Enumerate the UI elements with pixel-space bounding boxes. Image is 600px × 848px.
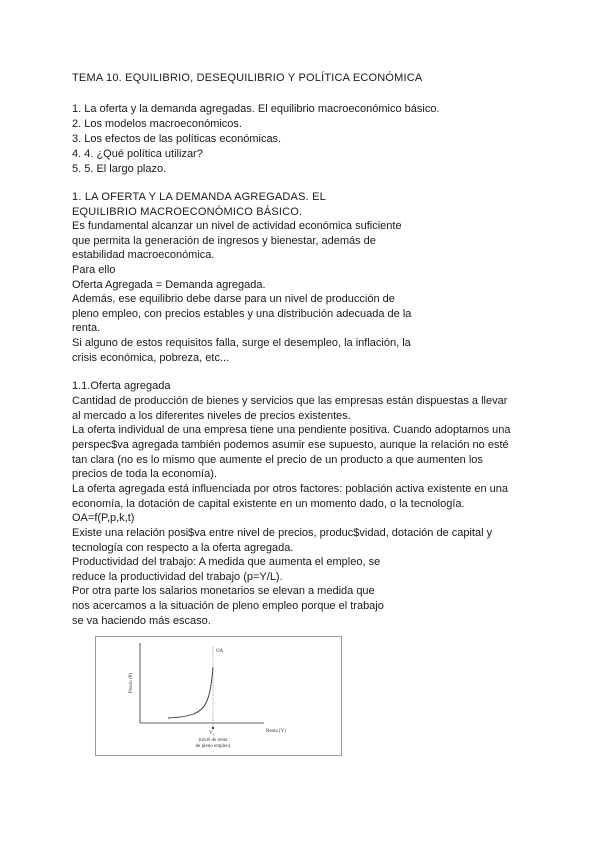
paragraph-line: tecnología con respecto a la oferta agregada.	[72, 542, 294, 554]
index-item-4: 4. 4. ¿Qué política utilizar?	[72, 148, 203, 160]
paragraph-line: renta.	[72, 322, 101, 334]
index-item-1: 1. La oferta y la demanda agregadas. El equilibrio macroeconómico básico.	[72, 103, 440, 115]
paragraph-line: Por otra parte los salarios monetarios se elevan a medida que	[72, 585, 375, 597]
x-axis-label: Renta (Y)	[266, 729, 286, 734]
equation-line: Oferta Agregada = Demanda agregada.	[72, 279, 266, 291]
paragraph-line: Es fundamental alcanzar un nivel de actividad económica suficiente	[72, 220, 402, 232]
paragraph-line: que permita la generación de ingresos y bienestar, además de	[72, 235, 376, 247]
section1-heading-line2: EQUILIBRIO MACROECONÓMICO BÁSICO.	[72, 206, 303, 218]
index-item-2: 2. Los modelos macroeconómicos.	[72, 118, 242, 130]
aggregate-supply-figure	[95, 636, 342, 756]
paragraph-line: economía, la dotación de capital existente en un momento dado, o la tecnología.	[72, 498, 465, 510]
section11-heading: 1.1.Oferta agregada	[72, 380, 171, 392]
y-axis-label: Precio (P)	[129, 672, 134, 694]
paragraph-line: La oferta individual de una empresa tiene una pendiente positiva. Cuando adoptamos una	[72, 424, 511, 436]
aggregate-supply-curve	[168, 667, 213, 718]
paragraph-line: Si alguno de estos requisitos falla, surge el desempleo, la inflación, la	[72, 337, 411, 349]
aggregate-supply-graph	[96, 637, 341, 755]
paragraph-line: precios de toda la economía).	[72, 468, 217, 480]
paragraph-line: perspec$va agregada también podemos asumir ese supuesto, aunque la relación no esté	[72, 439, 509, 451]
paragraph-line: Productividad del trabajo: A medida que aumenta el empleo, se	[72, 556, 381, 568]
paragraph-line: al mercado a los diferentes niveles de precios existentes.	[72, 410, 351, 422]
index-item-5: 5. 5. El largo plazo.	[72, 163, 167, 175]
paragraph-line: nos acercamos a la situación de pleno empleo porque el trabajo	[72, 600, 384, 612]
paragraph-line: reduce la productividad del trabajo (p=Y/L).	[72, 571, 283, 583]
document-title: TEMA 10. EQUILIBRIO, DESEQUILIBRIO Y POLÍTICA ECONÓMICA	[72, 72, 423, 84]
paragraph-line: pleno empleo, con precios estables y una distribución adecuada de la	[72, 308, 412, 320]
paragraph-line: La oferta agregada está influenciada por otros factores: población activa existente en una	[72, 483, 509, 495]
curve-label: OA	[216, 649, 224, 654]
index-item-3: 3. Los efectos de las políticas económicas.	[72, 133, 282, 145]
full-employment-point	[212, 727, 214, 729]
paragraph-line: Para ello	[72, 264, 116, 276]
figure-caption-line1: (nivel de renta	[198, 738, 228, 743]
paragraph-line: crisis económica, pobreza, etc...	[72, 352, 230, 364]
section1-heading-line1: 1. LA OFERTA Y LA DEMANDA AGREGADAS. EL	[72, 191, 326, 203]
yf-label: Y	[209, 731, 213, 736]
yf-subscript: f	[213, 732, 215, 737]
paragraph-line: se va haciendo más escaso.	[72, 615, 211, 627]
paragraph-line: Cantidad de producción de bienes y servicios que las empresas están dispuestas a llevar	[72, 395, 508, 407]
formula-line: OA=f(P,p,k,t)	[72, 512, 135, 524]
paragraph-line: tan clara (no es lo mismo que aumente el precio de un producto a que aumenten los	[72, 454, 483, 466]
paragraph-line: estabilidad macroeconómica.	[72, 249, 215, 261]
paragraph-line: Además, ese equilibrio debe darse para un nivel de producción de	[72, 293, 395, 305]
figure-caption-line2: de pleno empleo)	[195, 744, 231, 749]
paragraph-line: Existe una relación posi$va entre nivel de precios, produc$vidad, dotación de capital y	[72, 527, 493, 539]
